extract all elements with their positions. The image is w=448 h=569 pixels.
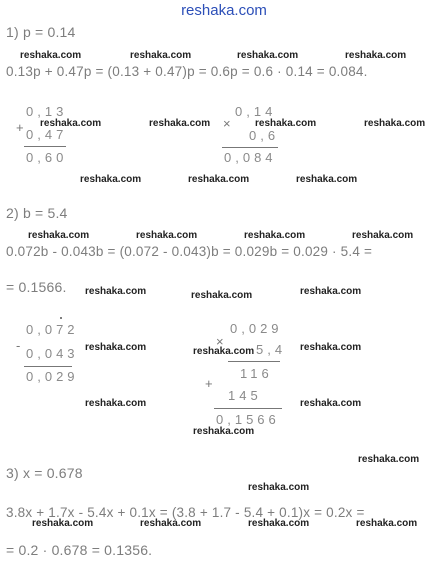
part1-mult-sign: × [223, 116, 231, 131]
watermark: reshaka.com [136, 230, 198, 241]
watermark: reshaka.com [248, 518, 310, 529]
watermark: reshaka.com [255, 118, 317, 129]
part1-mult-rule [222, 147, 278, 148]
watermark: reshaka.com [191, 290, 253, 301]
watermark: reshaka.com [20, 50, 82, 61]
part2-equation: 0.072b - 0.043b = (0.072 - 0.043)b = 0.029b = 0.029 · 5.4 = [6, 244, 373, 259]
part2-mult-sign: × [216, 334, 224, 349]
watermark: reshaka.com [248, 482, 310, 493]
watermark: reshaka.com [244, 230, 306, 241]
part2-mult-result: 0,1566 [216, 412, 280, 427]
part1-heading: 1) p = 0.14 [6, 24, 76, 40]
part1-mult-row1: 0,14 [235, 104, 277, 119]
part1-add-row2: 0,47 [26, 127, 68, 142]
part3-heading: 3) x = 0.678 [6, 465, 83, 481]
part2-mult-row1: 0,029 [230, 321, 283, 336]
watermark: reshaka.com [300, 286, 362, 297]
watermark: reshaka.com [80, 174, 142, 185]
watermark: reshaka.com [188, 174, 250, 185]
part2-sub-sign: - [16, 338, 21, 353]
watermark: reshaka.com [352, 230, 414, 241]
watermark: reshaka.com [32, 518, 94, 529]
part2-sub-rule [24, 366, 72, 367]
part1-mult-row2: 0,6 [249, 128, 280, 143]
part1-mult-result: 0,084 [224, 150, 277, 165]
watermark: reshaka.com [364, 118, 426, 129]
borrow-dot [60, 317, 62, 319]
part2-heading: 2) b = 5.4 [6, 205, 68, 221]
part2-mult-rule2 [214, 408, 282, 409]
part2-mult-rule1 [228, 361, 280, 362]
watermark: reshaka.com [300, 398, 362, 409]
watermark: reshaka.com [85, 398, 147, 409]
part2-mult-partial2: 145 [228, 388, 262, 403]
part3-result-line: = 0.2 · 0.678 = 0.1356. [6, 542, 153, 558]
watermark: reshaka.com [193, 346, 255, 357]
part1-add-rule [24, 146, 66, 147]
watermark: reshaka.com [193, 426, 255, 437]
part2-sub-row1: 0,072 [26, 322, 79, 337]
watermark: reshaka.com [85, 342, 147, 353]
part1-equation: 0.13p + 0.47p = (0.13 + 0.47)p = 0.6p = 0.6 · 0.14 = 0.084. [6, 64, 368, 79]
part3-equation: 3.8x + 1.7x - 5.4x + 0.1x = (3.8 + 1.7 - 5.4 + 0.1)x = 0.2x = [6, 505, 365, 520]
part2-partial-sign: + [205, 376, 213, 391]
part2-sub-row2: 0,043 [26, 346, 79, 361]
watermark: reshaka.com [237, 50, 299, 61]
watermark: reshaka.com [40, 118, 102, 129]
part2-sub-result: 0,029 [26, 369, 79, 384]
watermark: reshaka.com [149, 118, 211, 129]
watermark: reshaka.com [140, 518, 202, 529]
part2-mult-row2: 5,4 [256, 342, 287, 357]
part2-mult-partial1: 116 [240, 366, 273, 381]
watermark: reshaka.com [345, 50, 407, 61]
watermark: reshaka.com [356, 518, 418, 529]
part1-add-result: 0,60 [26, 150, 68, 165]
watermark: reshaka.com [296, 174, 358, 185]
watermark: reshaka.com [358, 454, 420, 465]
watermark: reshaka.com [300, 342, 362, 353]
watermark: reshaka.com [130, 50, 192, 61]
watermark: reshaka.com [85, 286, 147, 297]
site-header[interactable]: reshaka.com [181, 2, 267, 19]
part1-add-sign: + [16, 120, 24, 135]
part1-add-row1: 0,13 [26, 104, 68, 119]
watermark: reshaka.com [28, 230, 90, 241]
part2-result-line: = 0.1566. [6, 279, 67, 295]
